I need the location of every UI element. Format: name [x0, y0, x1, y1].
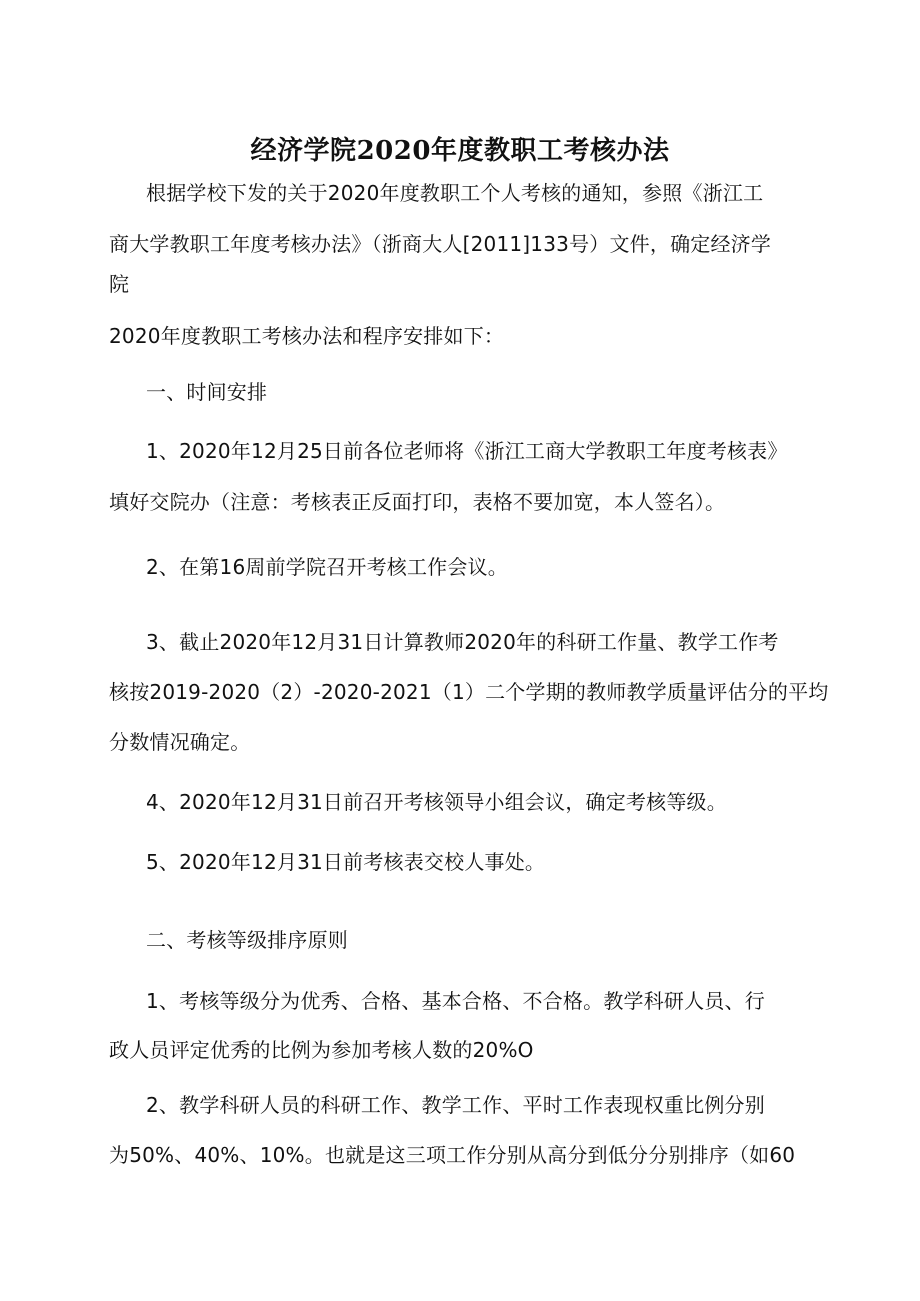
time-item-5: 5、2020年12月31日前考核表交校人事处。 [146, 850, 546, 874]
time-item-3-line-2: 核按2019-2020（2）-2020-2021（1）二个学期的教师教学质量评估分的平均 [109, 680, 829, 704]
time-item-2: 2、在第16周前学院召开考核工作会议。 [146, 555, 508, 579]
time-item-1-line-1: 1、2020年12月25日前各位老师将《浙江工商大学教职工年度考核表》 [146, 439, 788, 463]
time-item-1-line-2: 填好交院办（注意：考核表正反面打印，表格不要加宽，本人签名）。 [109, 490, 726, 514]
time-item-4: 4、2020年12月31日前召开考核领导小组会议，确定考核等级。 [146, 790, 727, 814]
intro-line-4: 2020年度教职工考核办法和程序安排如下： [109, 324, 505, 348]
section-heading-ranking: 二、考核等级排序原则 [146, 928, 348, 952]
title-suffix: 年度教职工考核办法 [430, 136, 670, 167]
intro-line-1: 根据学校下发的关于2020年度教职工个人考核的通知，参照《浙江工 [146, 181, 764, 205]
ranking-rule-2-line-1: 2、教学科研人员的科研工作、教学工作、平时工作表现权重比例分别 [146, 1093, 765, 1117]
ranking-rule-1-line-1: 1、考核等级分为优秀、合格、基本合格、不合格。教学科研人员、行 [146, 989, 765, 1013]
title-prefix: 经济学院 [250, 136, 357, 167]
time-item-3-line-3: 分数情况确定。 [109, 730, 251, 754]
section-heading-time: 一、时间安排 [146, 380, 268, 404]
ranking-rule-1-line-2: 政人员评定优秀的比例为参加考核人数的20%O [109, 1038, 534, 1062]
time-item-3-line-1: 3、截止2020年12月31日计算教师2020年的科研工作量、教学工作考 [146, 630, 779, 654]
intro-line-3: 院 [109, 272, 130, 296]
ranking-rule-2-line-2: 为50%、40%、10%。也就是这三项工作分别从高分到低分分别排序（如60 [109, 1143, 796, 1167]
document-title [0, 131, 920, 171]
intro-line-2: 商大学教职工年度考核办法》（浙商大人[2011]133号）文件，确定经济学 [109, 232, 772, 256]
title-year: 2020 [356, 136, 431, 167]
